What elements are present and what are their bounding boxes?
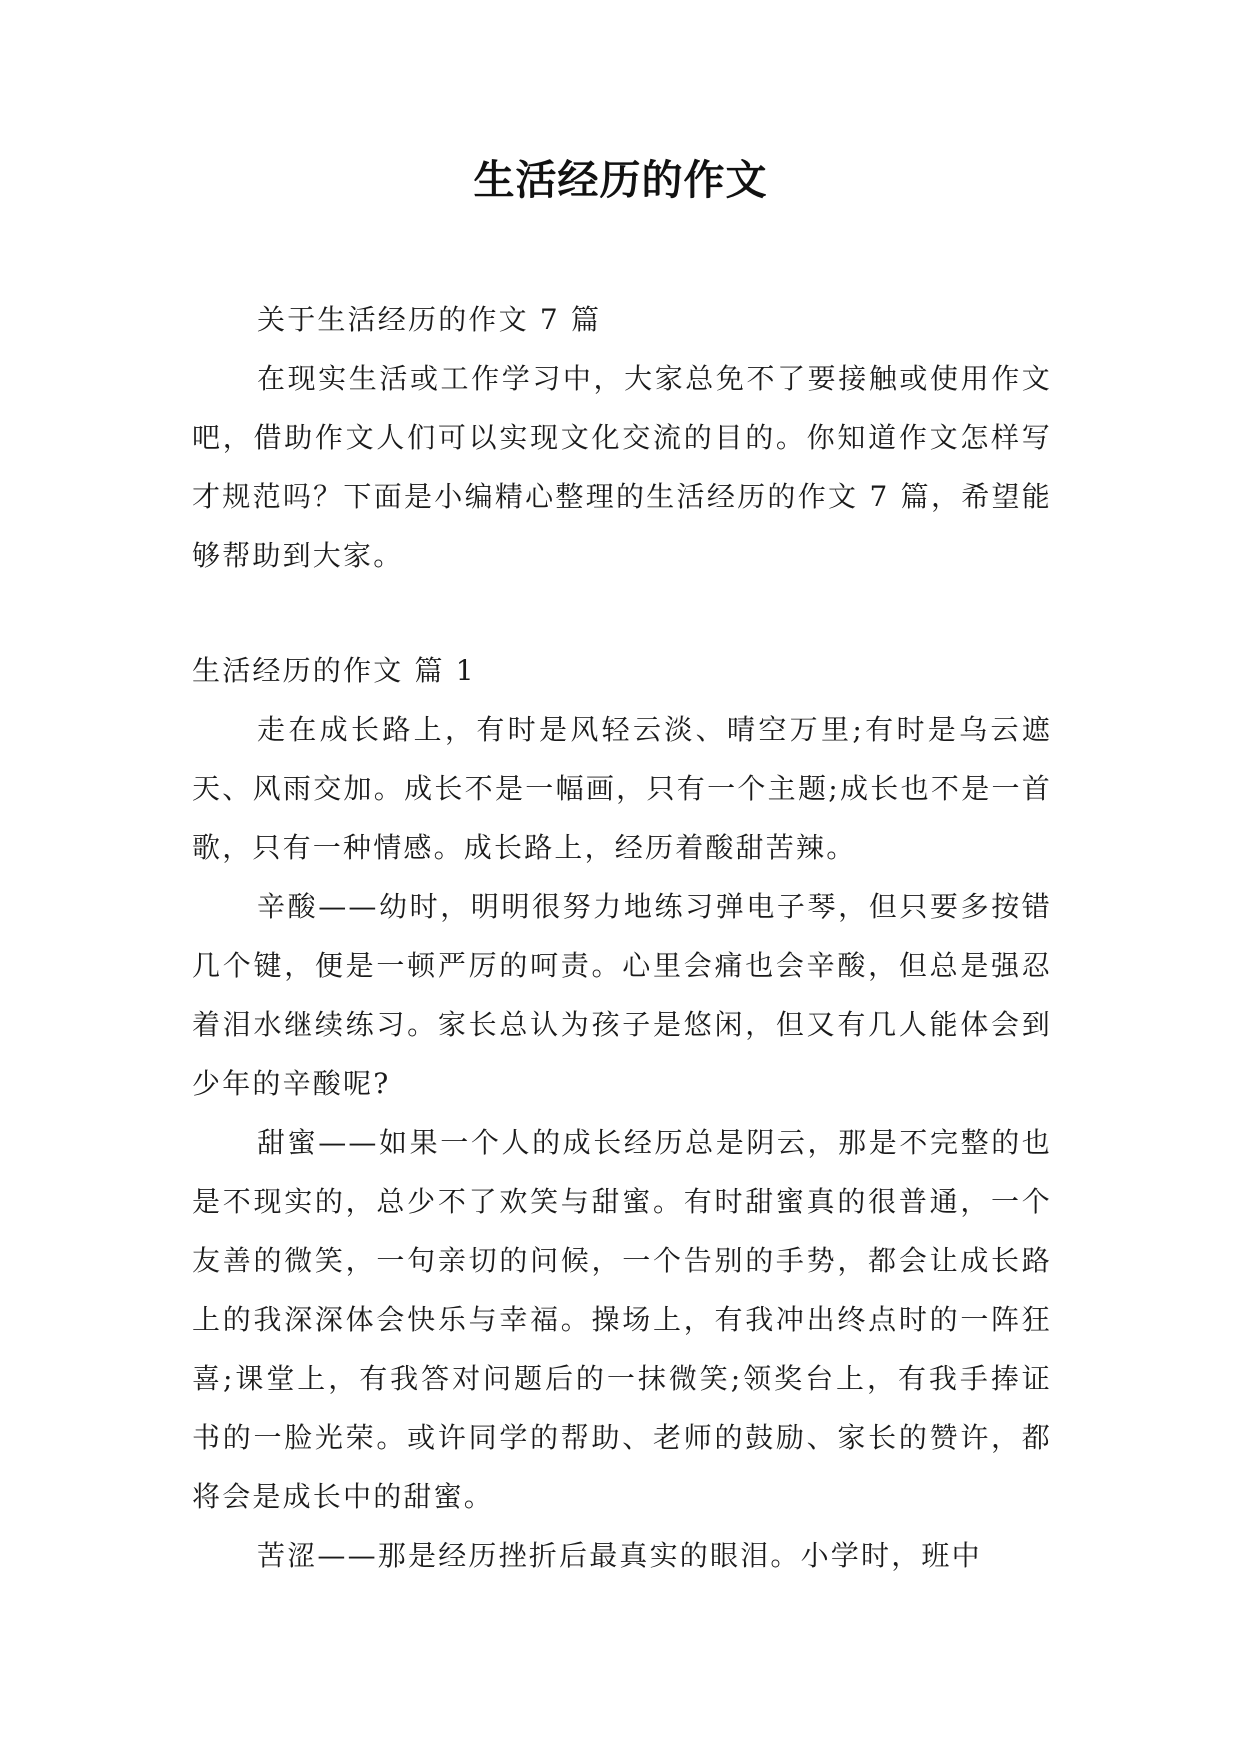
intro-paragraph: 在现实生活或工作学习中，大家总免不了要接触或使用作文吧，借助作文人们可以实现文化交流的目的。你知道作文怎样写才规范吗？下面是小编精心整理的生活经历的作文 7 篇，希望能够帮助到大家。 — [192, 362, 1052, 572]
section-paragraph: 走在成长路上，有时是风轻云淡、晴空万里;有时是乌云遮天、风雨交加。成长不是一幅画，只有一个主题;成长也不是一首歌，只有一种情感。成长路上，经历着酸甜苦辣。 — [192, 713, 1052, 864]
section-spacer — [192, 585, 1052, 641]
intro-heading: 关于生活经历的作文 7 篇 — [257, 303, 602, 336]
section-paragraph: 苦涩——那是经历挫折后最真实的眼泪。小学时，班中 — [257, 1539, 982, 1572]
page-title: 生活经历的作文 — [473, 156, 768, 204]
section-paragraph: 甜蜜——如果一个人的成长经历总是阴云，那是不完整的也是不现实的，总少不了欢笑与甜蜜。有时甜蜜真的很普通，一个友善的微笑，一句亲切的问候，一个告别的手势，都会让成长路上的我深深体会快乐与幸福。操场上，有我冲出终点时的一阵狂喜;课堂上，有我答对问题后的一抹微笑;领奖台上，有我手捧证书的一脸光荣。或许同学的帮助、老师的鼓励、家长的赞许，都将会是成长中的甜蜜。 — [192, 1126, 1052, 1513]
document-body — [192, 290, 1052, 1585]
section-heading: 生活经历的作文 篇 1 — [192, 654, 476, 687]
section-paragraph: 辛酸——幼时，明明很努力地练习弹电子琴，但只要多按错几个键，便是一顿严厉的呵责。心里会痛也会辛酸，但总是强忍着泪水继续练习。家长总认为孩子是悠闲，但又有几人能体会到少年的辛酸呢? — [192, 890, 1052, 1100]
